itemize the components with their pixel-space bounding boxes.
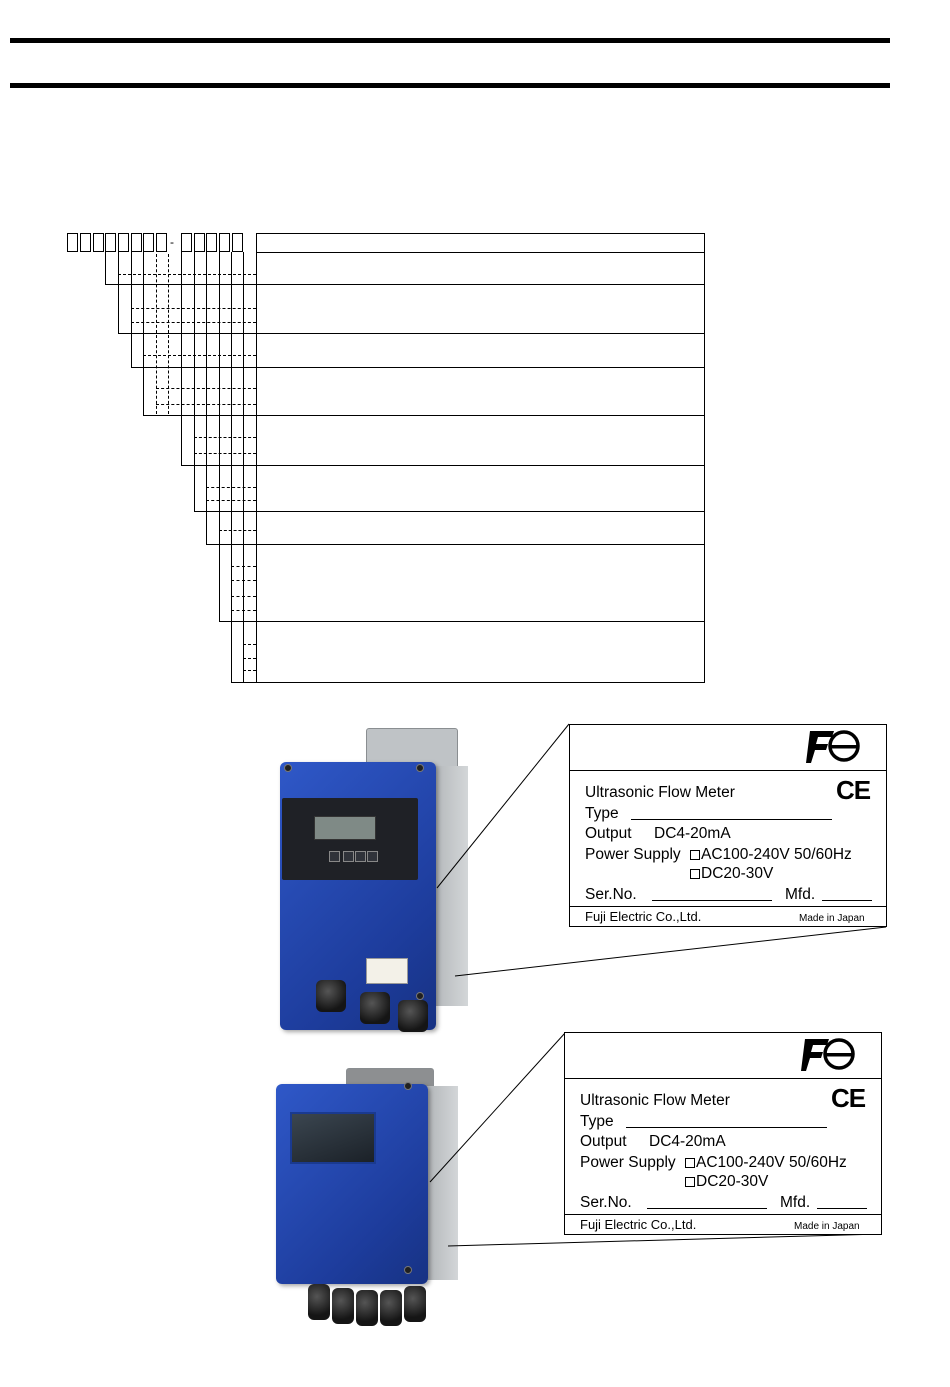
output-value: DC4-20mA — [649, 1133, 726, 1150]
table-row — [256, 415, 705, 466]
leader-line — [143, 415, 256, 416]
callout-line — [455, 927, 886, 976]
leader-line — [143, 252, 144, 415]
grid-dashed — [243, 670, 256, 671]
code-digit-box — [80, 233, 91, 252]
table-row — [256, 252, 705, 285]
origin-text: Made in Japan — [794, 1221, 860, 1232]
nameplate-divider — [570, 770, 886, 771]
grid-dashed — [206, 487, 256, 488]
grid-dashed — [231, 596, 256, 597]
checkbox-icon — [690, 850, 700, 860]
serial-label: Ser.No. — [585, 886, 637, 903]
grid-dashed — [194, 437, 256, 438]
grid-dashed — [219, 530, 256, 531]
ent-key — [367, 851, 378, 862]
table-row — [256, 367, 705, 416]
screw-icon — [404, 1266, 412, 1274]
grid-dashed — [156, 388, 256, 389]
power-dc-option — [685, 1173, 768, 1191]
table-row — [256, 511, 705, 545]
code-digit-box — [143, 233, 154, 252]
fe-logo-icon — [801, 1037, 857, 1073]
screw-icon — [416, 992, 424, 1000]
right-key — [355, 851, 366, 862]
power-dc-text: DC20-30V — [701, 865, 774, 882]
grid-dashed — [243, 644, 256, 645]
cable-gland — [308, 1284, 330, 1320]
code-digit-box — [181, 233, 192, 252]
grid-dashed — [206, 500, 256, 501]
code-digit-box — [67, 233, 78, 252]
grid-dashed — [231, 610, 256, 611]
leader-line — [118, 252, 119, 333]
grid-dashed — [168, 254, 169, 414]
cable-gland — [398, 1000, 428, 1032]
code-digit-box — [118, 233, 129, 252]
screw-icon — [404, 1082, 412, 1090]
cable-gland — [356, 1290, 378, 1326]
code-separator: - — [170, 235, 174, 249]
output-label: Output — [580, 1133, 627, 1150]
product-name: Ultrasonic Flow Meter — [585, 784, 735, 801]
grid-dashed — [143, 355, 256, 356]
mfd-blank — [822, 900, 872, 901]
grid-dashed — [181, 254, 182, 414]
serial-blank — [647, 1208, 767, 1209]
power-ac-text: AC100-240V 50/60Hz — [701, 846, 852, 863]
product-name: Ultrasonic Flow Meter — [580, 1092, 730, 1109]
code-digit-box — [206, 233, 217, 252]
leader-line — [131, 252, 132, 367]
output-value: DC4-20mA — [654, 825, 731, 842]
warning-label — [366, 958, 408, 984]
grid-dashed — [206, 254, 207, 510]
origin-text: Made in Japan — [799, 913, 865, 924]
nameplate-2 — [564, 1032, 882, 1235]
table-row — [256, 284, 705, 334]
callout-line — [448, 1234, 881, 1246]
leader-line — [105, 252, 106, 284]
checkbox-icon — [685, 1177, 695, 1187]
leader-line — [219, 621, 256, 622]
grid-dashed — [118, 274, 256, 275]
grid-dashed — [243, 658, 256, 659]
leader-line — [231, 682, 256, 683]
table-row — [256, 544, 705, 622]
type-blank — [626, 1127, 827, 1128]
grid-dashed — [131, 322, 256, 323]
esc-key — [329, 851, 340, 862]
cable-gland — [332, 1288, 354, 1324]
mfd-label: Mfd. — [785, 886, 816, 903]
table-row — [256, 465, 705, 512]
flow-meter-photo-2 — [268, 1062, 468, 1322]
grid-dashed — [243, 254, 244, 682]
flow-meter-photo-1 — [272, 726, 472, 1036]
ce-mark-icon: CE — [836, 775, 871, 805]
power-label: Power Supply — [585, 846, 681, 863]
code-digit-box — [232, 233, 243, 252]
cable-gland — [380, 1290, 402, 1326]
leader-line — [118, 333, 256, 334]
mfd-blank — [817, 1208, 867, 1209]
lcd-display — [314, 816, 376, 840]
table-row — [256, 621, 705, 683]
cable-gland — [360, 992, 390, 1024]
screw-icon — [284, 764, 292, 772]
table-row — [256, 333, 705, 368]
type-label: Type — [580, 1113, 614, 1130]
nameplate-1 — [569, 724, 887, 927]
grid-dashed — [231, 566, 256, 567]
type-blank — [631, 819, 832, 820]
output-label: Output — [585, 825, 632, 842]
nameplate-divider — [565, 1078, 881, 1079]
maker-name: Fuji Electric Co.,Ltd. — [580, 1217, 697, 1232]
fe-logo-icon — [806, 729, 862, 765]
checkbox-icon — [690, 869, 700, 879]
serial-label: Ser.No. — [580, 1194, 632, 1211]
header-rule-top — [10, 38, 890, 43]
type-label: Type — [585, 805, 619, 822]
grid-dashed — [131, 308, 256, 309]
code-digit-box — [194, 233, 205, 252]
code-digit-box — [131, 233, 142, 252]
power-dc-text: DC20-30V — [696, 1173, 769, 1190]
header-rule-bottom — [10, 83, 890, 88]
nameplate-divider — [565, 1214, 881, 1215]
code-digit-box — [105, 233, 116, 252]
grid-dashed — [194, 453, 256, 454]
maker-name: Fuji Electric Co.,Ltd. — [585, 909, 702, 924]
code-digit-box — [219, 233, 230, 252]
code-digit-box — [156, 233, 167, 252]
power-dc-option — [690, 865, 773, 883]
cable-gland — [316, 980, 346, 1012]
mfd-label: Mfd. — [780, 1194, 811, 1211]
code-digit-box — [93, 233, 104, 252]
display-window — [290, 1112, 376, 1164]
grid-dashed — [156, 254, 157, 414]
grid-dashed — [194, 254, 195, 464]
ce-mark-icon: CE — [831, 1083, 866, 1113]
up-key — [343, 851, 354, 862]
screw-icon — [416, 764, 424, 772]
serial-blank — [652, 900, 772, 901]
table-row-header — [256, 233, 705, 253]
leader-line — [194, 511, 256, 512]
power-label: Power Supply — [580, 1154, 676, 1171]
power-ac-option — [690, 846, 852, 864]
nameplate-divider — [570, 906, 886, 907]
grid-dashed — [156, 404, 256, 405]
power-ac-option — [685, 1154, 847, 1172]
grid-dashed — [231, 580, 256, 581]
checkbox-icon — [685, 1158, 695, 1168]
power-ac-text: AC100-240V 50/60Hz — [696, 1154, 847, 1171]
cable-gland — [404, 1286, 426, 1322]
